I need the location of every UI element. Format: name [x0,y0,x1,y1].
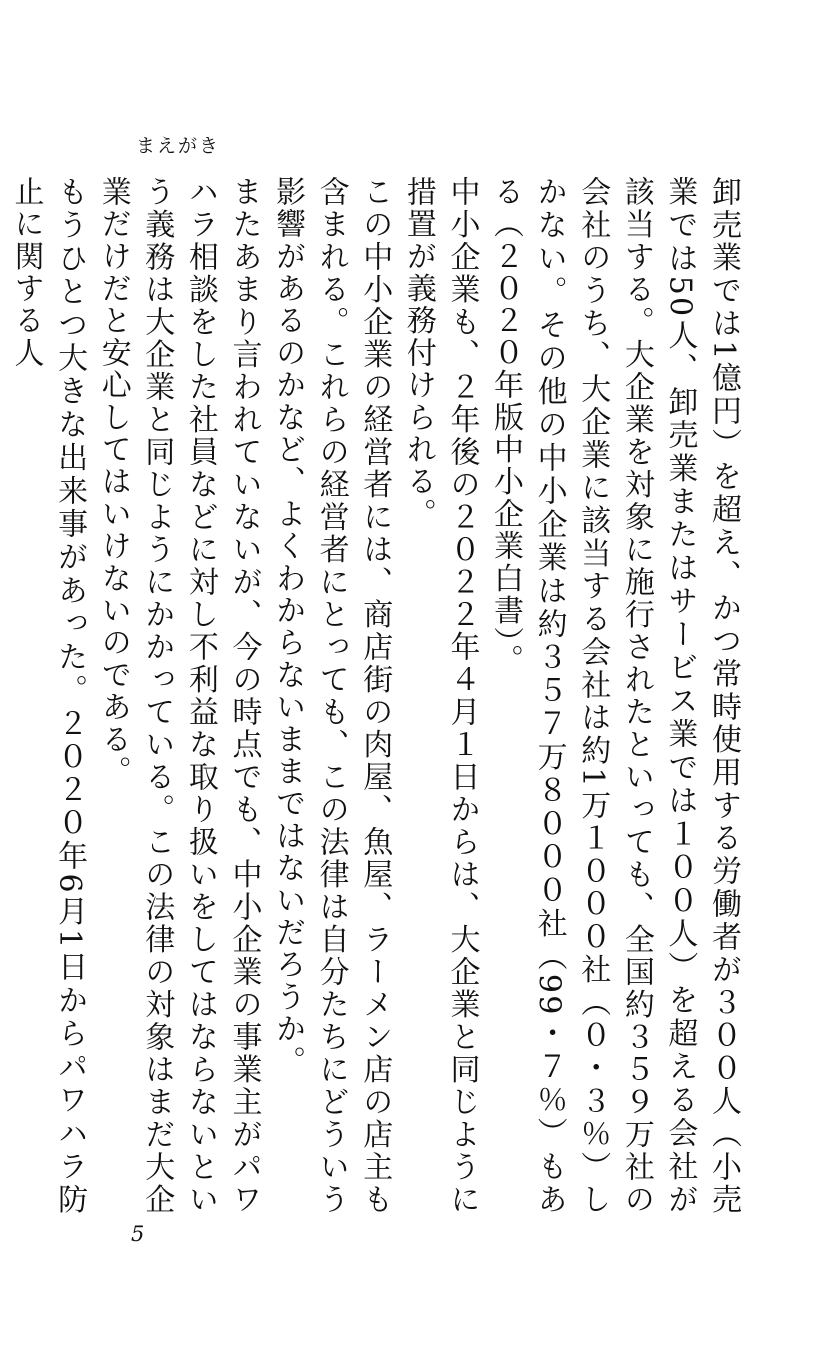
paragraph-5: もうひとつ大きな出来事があった。２０２０年6月1日からパワハラ防止に関する人 [8,176,88,1216]
paragraph-2: 中小企業も、２年後の２０２２年４月１日からは、大企業と同じように措置が義務付けられる。 [400,176,480,1216]
paragraph-1: 卸売業では1億円）を超え、かつ常時使用する労働者が３００人（小売業では50人、卸売業またはサービス業では１００人）を超える会社が該当する。大企業を対象に施行されたといっても、全国約３５９万社の会社のうち、大企業に該当する会社は約1万１０００社（０・３％）しかない。その他の中小企業は約３５７万８０００社（99・７％）もある（２０２０年版中小企業白書）。 [488,176,741,1216]
body-text [8,176,745,1216]
page-number: 5 [131,1222,145,1246]
paragraph-4: またあまり言われていないが、今の時点でも、中小企業の事業主がパワハラ相談をした社員などに対し不利益な取り扱いをしてはならないという義務は大企業と同じようにかかっている。この法律の対象はまだ大企業だけだと安心してはいけないのである。 [95,176,262,1216]
running-head: まえがき [136,135,221,157]
paragraph-3: この中小企業の経営者には、商店街の肉屋、魚屋、ラーメン店の店主も含まれる。これらの経営者にとっても、この法律は自分たちにどういう影響があるのかなど、よくわからないままではないだろうか。 [270,176,393,1216]
